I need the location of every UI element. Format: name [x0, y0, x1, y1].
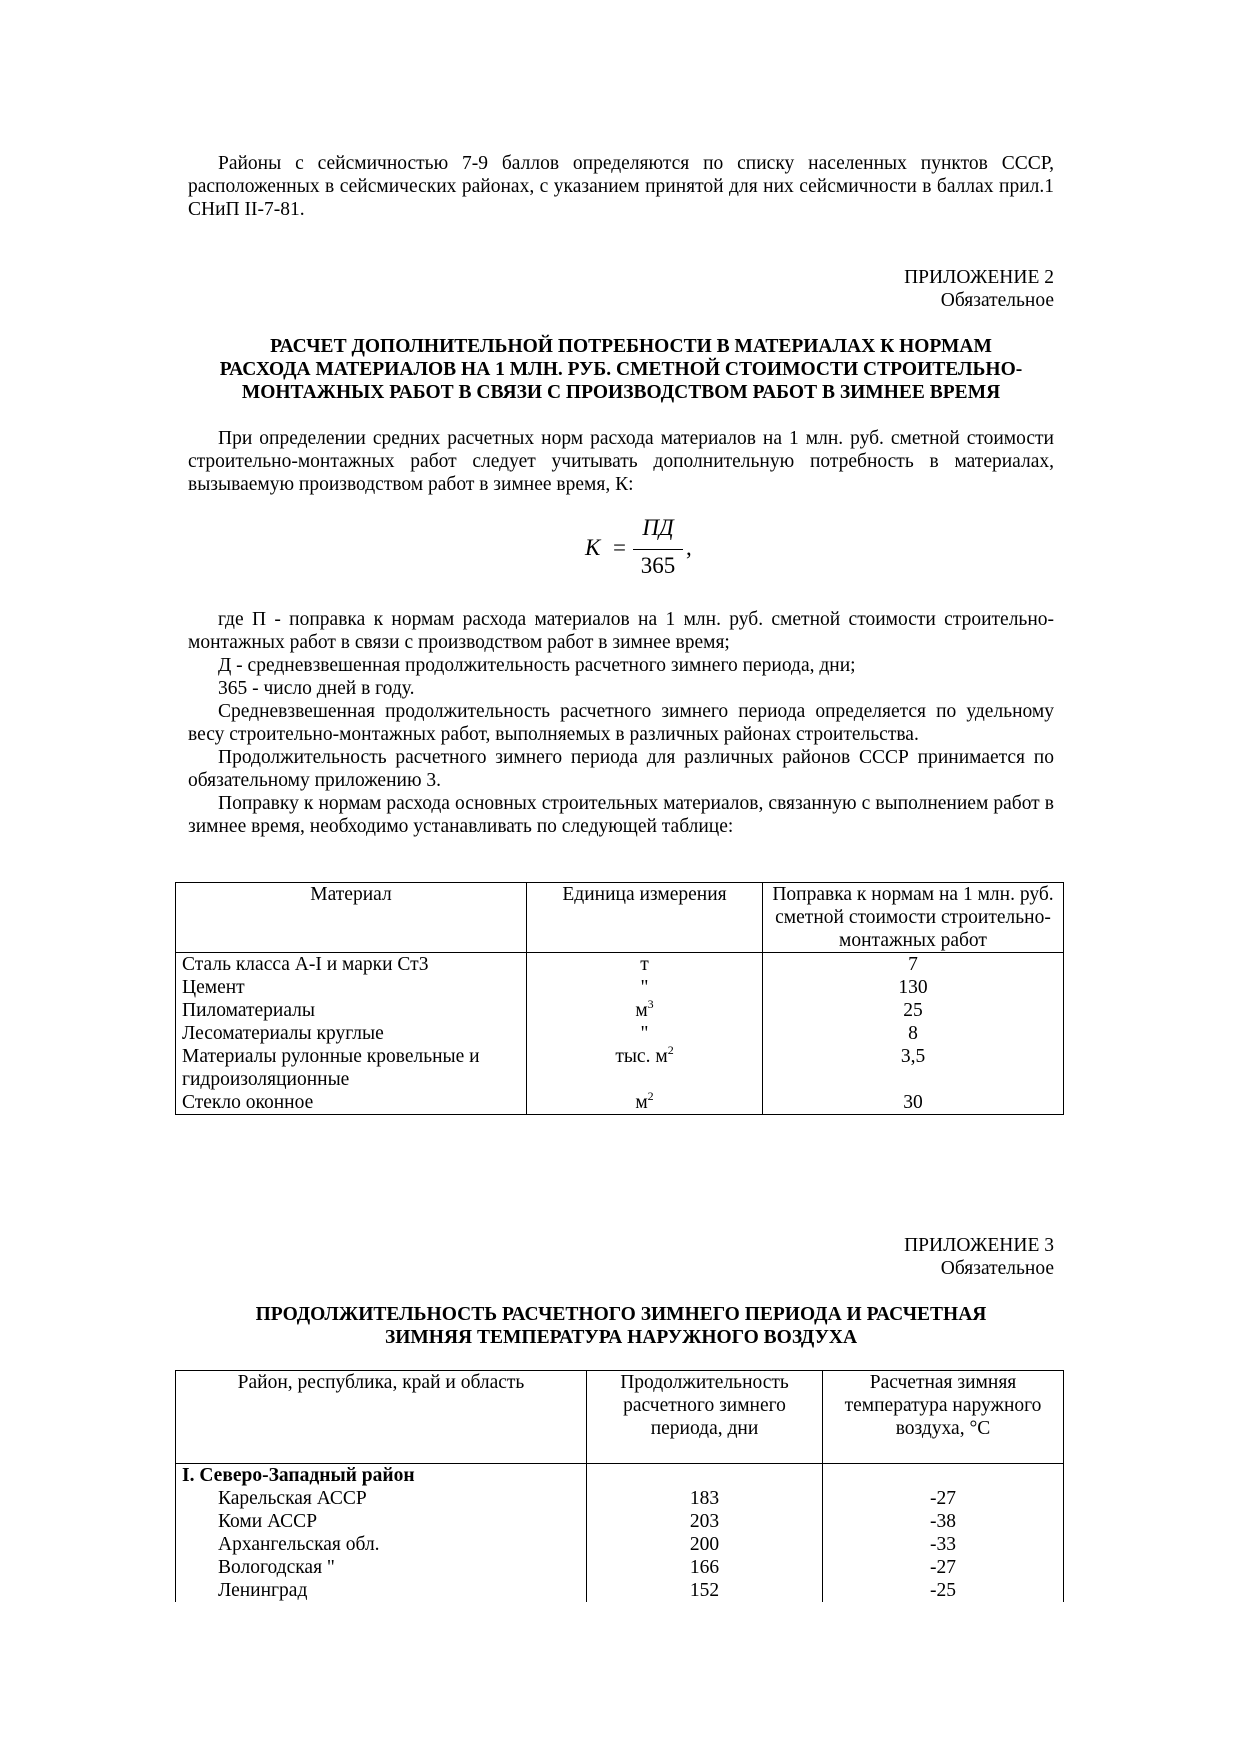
unit-cell	[527, 1091, 763, 1115]
appendix-2-paragraph: Поправку к нормам расхода основных строительных материалов, связанную с выполнением работ в зимнее время, необходимо устанавливать по следующей таблице:	[188, 793, 1054, 837]
table-row	[176, 1579, 1064, 1602]
appendix-2-paragraph: При определении средних расчетных норм расхода материалов на 1 млн. руб. сметной стоимости строительно-монтажных работ следует учитывать дополнительную потребность в материалах, вызываемую производством работ в зимнее время, К:	[188, 428, 1054, 495]
column-header-unit: Единица измерения	[527, 883, 763, 953]
appendix-3-title-line: ЗИМНЯЯ ТЕМПЕРАТУРА НАРУЖНОГО ВОЗДУХА	[384, 1327, 858, 1348]
appendix-2-paragraph: Средневзвешенная продолжительность расчетного зимнего периода определяется по удельному весу строительно-монтажных работ, выполняемых в различных районах строительства.	[188, 701, 1054, 745]
correction-value-cell: 3,5	[763, 1045, 1064, 1091]
materials-table	[175, 882, 1064, 1115]
unit-superscript: 2	[667, 1043, 674, 1057]
area-name-cell: Ленинград	[176, 1579, 587, 1602]
appendix-3-title	[188, 1303, 1054, 1349]
region-heading: I. Северо-Западный район	[176, 1464, 587, 1488]
intro-paragraph: Районы с сейсмичностью 7-9 баллов определяются по списку населенных пунктов СССР, расположенных в сейсмических районах, с указанием принятой для них сейсмичности в баллах прил.1 СНиП II-7-81.	[188, 153, 1054, 220]
duration-cell: 166	[587, 1556, 823, 1579]
table-row	[176, 1533, 1064, 1556]
formula-equals: =	[613, 535, 626, 560]
empty-cell	[587, 1464, 823, 1488]
table-row	[176, 1045, 1064, 1091]
column-header-material: Материал	[176, 883, 527, 953]
unit-cell	[527, 976, 763, 999]
appendix-3-title-line: ПРОДОЛЖИТЕЛЬНОСТЬ РАСЧЕТНОГО ЗИМНЕГО ПЕРИОДА И РАСЧЕТНАЯ	[255, 1304, 987, 1325]
empty-cell	[823, 1464, 1064, 1488]
appendix-3-label: ПРИЛОЖЕНИЕ 3	[904, 1235, 1054, 1256]
column-header-correction: Поправка к нормам на 1 млн. руб. сметной стоимости строительно-монтажных работ	[763, 883, 1064, 953]
unit-superscript: 3	[647, 997, 654, 1011]
column-header-duration: Продолжительность расчетного зимнего периода, дни	[587, 1371, 823, 1464]
table-row	[176, 1487, 1064, 1510]
correction-value-cell: 130	[763, 976, 1064, 999]
table-row-region	[176, 1464, 1064, 1488]
duration-cell: 152	[587, 1579, 823, 1602]
material-cell: Сталь класса А-I и марки Ст3	[176, 953, 527, 977]
unit-superscript: 2	[647, 1089, 654, 1103]
appendix-2-paragraph: 365 - число дней в году.	[218, 678, 415, 699]
appendix-2-title-line: МОНТАЖНЫХ РАБОТ В СВЯЗИ С ПРОИЗВОДСТВОМ РАБОТ В ЗИМНЕЕ ВРЕМЯ	[241, 382, 1001, 403]
formula-k	[585, 516, 705, 586]
table-row	[176, 999, 1064, 1022]
appendix-2-label: ПРИЛОЖЕНИЕ 2	[904, 267, 1054, 288]
temperature-cell: -25	[823, 1579, 1064, 1602]
material-cell: Лесоматериалы круглые	[176, 1022, 527, 1045]
correction-value-cell: 8	[763, 1022, 1064, 1045]
appendix-2-paragraph: Д - средневзвешенная продолжительность расчетного зимнего периода, дни;	[218, 655, 856, 676]
unit-text: "	[640, 977, 649, 998]
duration-cell: 203	[587, 1510, 823, 1533]
correction-value-cell: 30	[763, 1091, 1064, 1115]
formula-fraction-bar	[633, 549, 683, 550]
formula-numerator: ПД	[642, 515, 674, 540]
appendix-2-paragraph: Продолжительность расчетного зимнего периода для различных районов СССР принимается по обязательному приложению 3.	[188, 747, 1054, 791]
unit-text: "	[640, 1023, 649, 1044]
column-header-temperature: Расчетная зимняя температура наружного воздуха, °С	[823, 1371, 1064, 1464]
temperature-cell: -27	[823, 1556, 1064, 1579]
table-row	[176, 976, 1064, 999]
unit-text: т	[640, 954, 649, 975]
formula-lhs: К	[585, 535, 601, 560]
material-cell: Пиломатериалы	[176, 999, 527, 1022]
appendix-2-title-line: РАСЧЕТ ДОПОЛНИТЕЛЬНОЙ ПОТРЕБНОСТИ В МАТЕРИАЛАХ К НОРМАМ	[270, 336, 992, 357]
unit-cell	[527, 953, 763, 977]
duration-cell: 200	[587, 1533, 823, 1556]
formula-denominator: 365	[640, 553, 676, 578]
material-cell: Цемент	[176, 976, 527, 999]
unit-cell	[527, 1045, 763, 1091]
material-cell: Материалы рулонные кровельные и гидроизоляционные	[176, 1045, 527, 1091]
appendix-2-title	[188, 335, 1054, 404]
correction-value-cell: 25	[763, 999, 1064, 1022]
appendix-2-title-line: РАСХОДА МАТЕРИАЛОВ НА 1 МЛН. РУБ. СМЕТНОЙ СТОИМОСТИ СТРОИТЕЛЬНО-	[219, 359, 1023, 380]
table-row	[176, 953, 1064, 977]
area-name-cell: Архангельская обл.	[176, 1533, 587, 1556]
table-row	[176, 1556, 1064, 1579]
appendix-2-text-block	[188, 608, 1054, 838]
appendix-3-status: Обязательное	[940, 1258, 1054, 1279]
temperature-cell: -33	[823, 1533, 1064, 1556]
temperature-cell: -38	[823, 1510, 1064, 1533]
unit-text: тыс. м	[615, 1046, 668, 1067]
formula-comma: ,	[686, 535, 692, 560]
material-cell: Стекло оконное	[176, 1091, 527, 1115]
unit-text: м	[635, 1000, 648, 1021]
area-name-cell: Вологодская "	[176, 1556, 587, 1579]
appendix-2-status: Обязательное	[940, 290, 1054, 311]
table-header-row	[176, 883, 1064, 953]
winter-period-table	[175, 1370, 1064, 1602]
correction-value-cell: 7	[763, 953, 1064, 977]
area-name-cell: Карельская АССР	[176, 1487, 587, 1510]
area-name-cell: Коми АССР	[176, 1510, 587, 1533]
table-row	[176, 1091, 1064, 1115]
appendix-2-paragraph: где П - поправка к нормам расхода материалов на 1 млн. руб. сметной стоимости строительно-монтажных работ в связи с производством работ в зимнее время;	[188, 609, 1054, 653]
unit-text: м	[635, 1092, 648, 1113]
temperature-cell: -27	[823, 1487, 1064, 1510]
column-header-region: Район, республика, край и область	[176, 1371, 587, 1464]
unit-cell	[527, 1022, 763, 1045]
table-header-row	[176, 1371, 1064, 1464]
unit-cell	[527, 999, 763, 1022]
table-row	[176, 1510, 1064, 1533]
duration-cell: 183	[587, 1487, 823, 1510]
table-row	[176, 1022, 1064, 1045]
